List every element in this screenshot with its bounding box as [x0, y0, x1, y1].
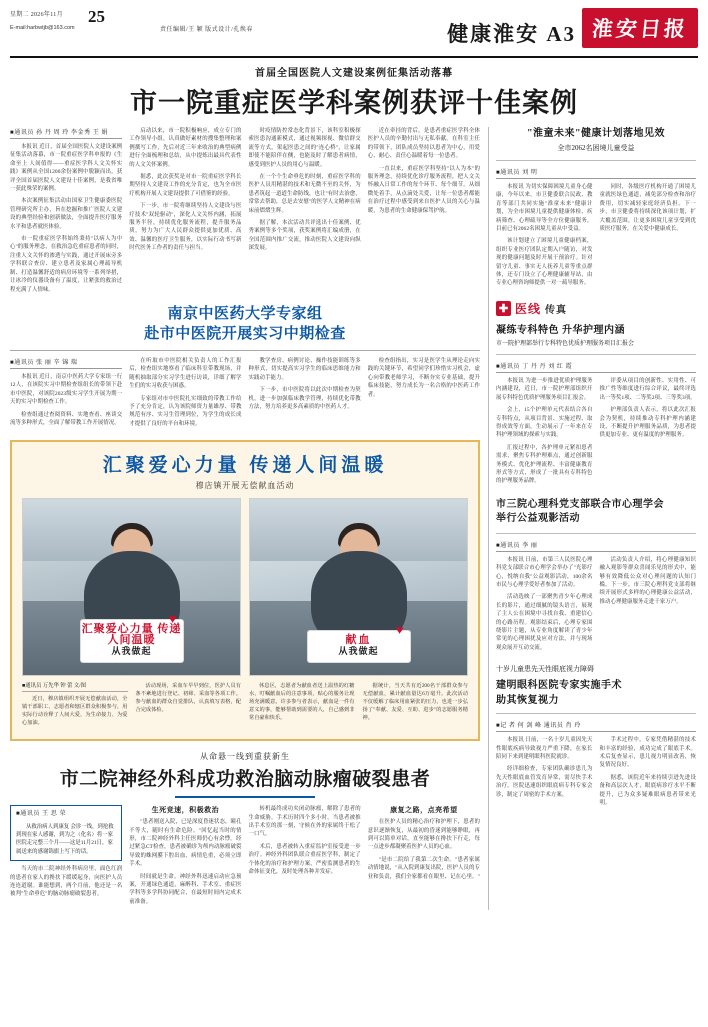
logo-text: 淮安日报: [590, 17, 690, 41]
paragraph: 休息区，志愿者为献血者送上温热的红糖水，叮嘱献血后的注意事项，贴心的服务让现场充满暖意。许多参与者表示，献血是一件有意义的事，能够帮助到需要的人，自己感到非常自豪和快乐。: [249, 683, 355, 722]
sign-line1: 献血: [345, 634, 372, 647]
feature-photos: [22, 498, 468, 676]
tcm-body-4: [368, 357, 480, 399]
feature-title: 汇聚爱心力量 传递人间温暖: [102, 455, 388, 477]
paragraph: 在医护人员的精心治疗和护理下，患者的意识逐渐恢复，从最初的昏迷到能够睁眼，再到可以简单对话，直至能够在搀扶下行走，每一点进步都凝聚着医护人员的心血。: [367, 819, 480, 851]
huai-col-2: [600, 183, 697, 292]
paragraph: 会上，15个护理单元代表结合各自专科特点，从项目背景、实施过程、取得成效等方面，生动展示了一年来在专科护理领域的探索与实践。: [496, 407, 593, 439]
paragraph: "是市二院给了我第二次生命。"患者家属动情地说，"从入院到康复出院，医护人员的专业和负责，我们全家都看在眼里、记在心里。": [367, 856, 480, 880]
eye-shoulder: 十岁儿童患先天性眼底视力障碍: [496, 665, 594, 674]
eye-col-2: [600, 736, 697, 811]
brain-body-2: [129, 818, 241, 906]
paragraph: 启动以来，市一院积极响应，成立专门的工作领导小组，认真做好素材的搜集整理和案例撰写工作，先后对近三年来收治的典型病例进行全面梳理和总结，从中提炼出最具代表性的人文关怀案例。: [129, 128, 242, 168]
paragraph: 检查组指出，实习是医学生从理论走向实践的关键环节，希望同学们珍惜实习机会，虚心向带教老师学习，不断夯实专业基础，提升临床技能，努力成长为一名合格的中医药工作者。: [367, 357, 480, 398]
heart-icon: ♥: [168, 611, 177, 627]
masthead: [10, 6, 698, 58]
brain-lead-box: [10, 805, 122, 861]
paragraph: 近在牵挂的背后，是患者重症医学科全体医护人员的辛勤付出与无私奉献。在科室主任的带领下，团队成员坚持以患者为中心，用爱心、耐心、责任心温暖着每一位患者。: [367, 128, 480, 160]
caption-col-1: [22, 682, 128, 730]
paragraph: 教学查房、病例讨论、操作技能训练等多种形式，切实提高实习学生的临床思维能力和实践动手能力。: [248, 357, 361, 381]
donation-sign: [80, 611, 184, 663]
paragraph: 活动负责人介绍，将心理健康知识融入观影等群众喜闻乐见的形式中，能够有效降低公众对心理问题的认知门槛。下一步，市三院心理科党支部将继续开展形式多样的心理健康公益活动，推动心理健康服务走进千家万户。: [599, 556, 696, 605]
paragraph: 活动现场，采血车早早到位，医护人员有条不紊地进行登记、初筛、采血等各项工作。参与献血的群众自觉排队，认真填写表格，配合完成体检。: [135, 683, 241, 714]
paragraph: 下一步，市一院将继续坚持人文建设与医疗技术"双轮驱动"，深化人文关怀内涵，拓展服务半径，持续优化服务流程，提升服务品质，努力为广大人民群众提供更加优质、高效、温馨的医疗卫生服务，以实际行动书写新时代医务工作者的责任与担当。: [129, 203, 242, 252]
tcm-body-1: [10, 373, 122, 427]
lead-body-4: [368, 127, 480, 215]
paragraph: 据悉，该院近年来持续引进先进设备和高层次人才，眼底病诊疗水平不断提升，已为众多疑难眼病患者带来光明。: [599, 774, 696, 807]
paragraph: 同时，各级医疗机构开通了困境儿童就医绿色通道，减免部分检查和治疗费用，切实减轻家庭经济负担。下一步，市卫健委将持续深化该项计划，扩大覆盖范围，让更多困境儿童享受到优质医疗服务，在关爱中健康成长。: [599, 184, 696, 233]
paragraph: 专家组对市中医院扎实细致的带教工作给予了充分肯定，认为该院师资力量雄厚、带教规范有序、实习生管理到位，为学生的成长成才提供了良好的平台和环境。: [129, 395, 242, 427]
nursing-columns: [496, 377, 696, 490]
psych-byline: ■通讯员 李 丽: [496, 540, 696, 552]
lead-byline: ■通讯员 孙 丹 周 玲 李金秀 王 娟: [10, 127, 122, 139]
right-zone: [488, 127, 696, 910]
brain-subhead-1: 生死竞速，积极救治: [151, 806, 220, 815]
feature-subtitle: 穆店镇开展无偿献血活动: [195, 481, 295, 491]
lead-body-3: [249, 127, 361, 253]
big-date: 25: [88, 7, 105, 26]
lead-columns: [10, 127, 480, 298]
paragraph: 本报讯 日前，一名十岁儿童因先天性眼底疾病导致视力严重下降，在家长陪同下来到建明眼科医院就诊。: [496, 737, 593, 761]
brain-shoulder: 从命悬一线到重获新生: [200, 752, 290, 762]
feature-byline: ■通讯员 万先华 钟 蕾 文/图: [22, 682, 128, 692]
psych-title-line2: 举行公益观影活动: [496, 512, 580, 524]
brain-col-1: [10, 805, 122, 910]
medline-left: 医线: [515, 301, 542, 316]
lead-body-2: [129, 127, 241, 253]
feature-captions: [22, 682, 468, 730]
paragraph: 据悉，此次获奖是对市一院重症医学科长期坚持人文建设工作的充分肯定，也为全市医疗机构开展人文建设提供了可借鉴的经验。: [129, 174, 242, 197]
brain-subhead-2: 康复之路，点亮希望: [390, 806, 458, 815]
paragraph: 据了解，本次活动共评选出十佳案例、优秀案例等多个奖项，获奖案例将汇编成册，在全国范围内推广交流，推动医院人文建设向纵深发展。: [248, 220, 361, 252]
donation-sign: [307, 622, 411, 663]
huai-col-1: [496, 183, 593, 292]
huai-byline: ■通讯员 刘 明: [496, 167, 696, 179]
masthead-left: [10, 10, 75, 34]
tcm-headline-block: [10, 304, 480, 344]
date-line: 星期二 2026年11月: [10, 12, 63, 18]
newspaper-logo: [582, 8, 698, 48]
caption-col-3: [249, 682, 355, 730]
nursing-story: [496, 321, 696, 490]
paragraph: 经详细检查，专家团队确诊患儿为先天性眼底血管发育异常，需尽快手术治疗。医院迅速组织眼底病专科专家会诊，制定了周密的手术方案。: [496, 766, 593, 798]
eye-title: 建明眼科医院专家实施手术: [496, 680, 622, 692]
section-title: 健康淮安 A3: [447, 22, 576, 46]
paragraph: 下一步，市中医院将以此次中期检查为契机，进一步加强临床教学管理，持续优化带教方法，努力培养更多高素质的中医药人才。: [248, 387, 361, 410]
paragraph: 在听取市中医院相关负责人的工作汇报后，检查组实地察看了临床科室带教现场，并随机抽取部分实习学生进行访谈，详细了解学生们的实习收获与困惑。: [129, 357, 242, 390]
paragraph: 本报讯 日前，市第三人民医院心理科党支部联合市心理学会举办了"光影疗心，悦纳自我"公益观影活动，100余名市民与心理学爱好者参加了活动。: [496, 556, 593, 588]
brain-body-4: [368, 818, 480, 881]
brain-byline: ■通讯员 王 思 荣: [16, 811, 67, 818]
paragraph: 本报讯 近日，首届全国医院人文建设案例征集活动落幕，市一院重症医学科申报的《生命至上 人间值得——重症医学科人文关怀实践》案例从全国1200余份案例中脱颖而出，获评全国首届医院人文建设十佳案例，是我省唯一获此殊荣的案例。: [10, 144, 123, 193]
brain-story-block: [10, 751, 480, 798]
psych-col-1: [496, 556, 593, 656]
paragraph: 市一院重症医学科始终秉持"以病人为中心"的服务理念，在救治急危重症患者的同时，注重人文关怀的渗透与实践，通过开展床旁多学科联合查房、建立患者及家属心理疏导机制、打造温馨舒适的病房环境等一系列举措，让冰冷的仪器设备有了温度，让紧张的救治过程充满了人情味。: [10, 236, 123, 293]
credits-line: 责任编辑/王 颖 版式设计/孔焕春: [160, 27, 253, 33]
sign-line2: 从我做起: [338, 646, 379, 657]
nursing-byline: ■通讯员 丁 丹 丹 刘 红 霞: [496, 361, 696, 373]
huai-subtitle: 全市2062名困境儿童受益: [557, 144, 635, 152]
psych-columns: [496, 556, 696, 656]
tcm-byline: ■通讯员 张 丽 辛 锦 瑞: [10, 357, 122, 369]
paragraph: "患者刚送入院，已是深度昏迷状态，瞳孔不等大，随时有生命危险。"回忆起当时的情形，市二院神经外科主任医师仍心有余悸。经过紧急CT检查，患者被确诊为颅内动脉瘤破裂导致的蛛网膜下腔出血，病情危重，必须立即手术。: [129, 819, 242, 868]
main-band: [10, 127, 698, 910]
lead-title: 市一院重症医学科案例获评十佳案例: [130, 88, 578, 118]
huai-columns: [496, 183, 696, 292]
email-line: E-mail:harbwtjb@163.com: [10, 25, 75, 31]
nursing-title: 凝练专科特色 升华护理内涵: [496, 324, 625, 336]
tcm-col-2: [129, 357, 241, 432]
brain-title: 市二院神经外科成功救治脑动脉瘤破裂患者: [59, 769, 431, 791]
caption-col-2: [136, 682, 242, 730]
eye-subtitle: 助其恢复视力: [496, 695, 559, 707]
paragraph: 手术过程中，专家凭借精湛的技术和丰富的经验，成功完成了眼底手术。术后复查显示，患儿视力明显改善，恢复情况良好。: [599, 737, 696, 769]
paragraph: 时间就是生命。神经外科迅速启动应急预案，开通绿色通道，麻醉科、手术室、重症医学科等多学科协同配合，在最短时间内完成术前准备。: [129, 873, 242, 905]
psych-title-line1: 市三院心理科党支部联合市心理学会: [496, 498, 664, 510]
heart-icon: ♥: [395, 622, 404, 638]
paragraph: 该计划建立了困境儿童健康档案，组织专业医疗团队定期入户随访，对发现的健康问题及时开展干预治疗。针对留守儿童、事实无人抚养儿童等重点群体，还专门设立了心理健康辅导站，由专业心理咨询师提供一对一疏导服务。: [496, 238, 593, 287]
paragraph: 活动选映了一部聚焦青少年心理成长的影片，通过细腻的镜头语言，展现了主人公在困境中寻找自我、重建信心的心路历程。观影结束后，心理专家围绕影片主题，从专业角度解读了青少年常见的心理困扰及应对方法，并与现场观众展开互动交流。: [496, 594, 593, 651]
tcm-col-1: [10, 357, 122, 432]
lead-body-1: [10, 143, 122, 294]
brain-col-2: [129, 805, 241, 910]
eye-columns: [496, 736, 696, 811]
lead-col-2: [129, 127, 241, 298]
medical-cross-icon: ✚: [496, 301, 511, 316]
paragraph: 一直以来，重症医学科坚持"以人为本"的服务理念，持续优化诊疗服务流程，把人文关怀融入日常工作的每个环节、每个细节。从细微处着手，从点滴处关爱，让每一位患者都能在治疗过程中感受到来自医护人员的关心与温暖，为患者的生命健康保驾护航。: [367, 165, 480, 214]
lead-shoulder: 首届全国医院人文建设案例征集活动落幕: [255, 68, 453, 79]
brain-body-1: [10, 865, 122, 899]
tcm-body-3: [249, 357, 361, 411]
nursing-subtitle: 市一院护理部举行专科特色优质护理服务项目汇报会: [496, 340, 635, 347]
lead-col-4: [368, 127, 480, 298]
divider: [496, 160, 696, 161]
eye-col-1: [496, 736, 593, 811]
title-rule: [175, 796, 315, 798]
paragraph: 据统计，当天共有近200名干部群众参与无偿献血，累计献血量达6万毫升。此次活动不仅缓解了临床用血紧张的压力，也进一步弘扬了"奉献、友爱、互助、进步"的志愿服务精神。: [362, 683, 468, 722]
divider: [496, 533, 696, 534]
huai-story: [496, 127, 696, 292]
paragraph: 评委从项目的创新性、实用性、可推广性等维度进行综合评议，最终评选出一等奖1项、二等奖2项、三等奖3项。: [599, 377, 696, 401]
paragraph: 本报讯 近日，南京中医药大学专家组一行12人，在该院实习中期检查组组长的带领下赴市中医院，对该院2023级实习学生开展为期一天的实习中期检查工作。: [10, 373, 123, 406]
paragraph: 本报讯 为进一步推进优质护理服务内涵建设，近日，市一院护理部组织开展专科特色优质护理服务项目汇报会。: [496, 377, 593, 401]
brain-columns: [10, 805, 480, 910]
tcm-body-2: [129, 357, 241, 428]
paragraph: 转机最终成功夹闭动脉瘤，解除了患者的生命威胁。手术历时四个多小时，当患者被推出手术室的那一刻，守候在外的家属终于松了一口气。: [248, 806, 361, 838]
tcm-title-line1: 南京中医药大学专家组: [167, 305, 323, 322]
lead-col-1: [10, 127, 122, 298]
caption-col-4: [363, 682, 469, 730]
huai-title: "淮童未来"健康计划落地见效: [526, 128, 666, 139]
paragraph: 本报讯 为切实保障困境儿童身心健康，今年以来，市卫健委联合民政、教育等部门共同实施"淮童未来"健康计划，为全市困境儿童提供健康体检、疾病筛查、心理疏导等全方位健康服务，目前已有2062名困境儿童从中受益。: [496, 184, 593, 233]
divider: [496, 713, 696, 714]
paragraph: 时疫情防控常态化背景下，该科室积极探索医患沟通新模式，通过视频探视、微信群交流等方式，架起医患之间的"连心桥"，让家属即使不能陪伴在侧，也能及时了解患者病情，感受到医护人员的用心与温暖。: [248, 128, 361, 168]
brain-col-4: [368, 805, 480, 910]
paragraph: 在一个个生命垂危的时刻，重症医学科的医护人员用精湛的技术和无微不至的关怀，为患者筑起一道道生命防线，也让"有时去治愈，常常去帮助，总是去安慰"的医学人文精神在病床前熠熠生辉。: [248, 174, 361, 214]
medline-right: 传真: [545, 304, 568, 316]
paragraph: 术后，患者被转入重症监护室接受进一步治疗。神经外科团队联合重症医学科，制定了个体化的治疗和护理方案，严密监测患者的生命体征变化，及时处理各种并发症。: [248, 843, 361, 875]
eye-story: [496, 664, 696, 811]
tcm-title-line2: 赴市中医院开展实习中期检查: [144, 325, 346, 342]
psych-story: [496, 498, 696, 656]
divider: [496, 354, 696, 355]
blood-drive-feature: [10, 440, 480, 741]
sign-line1: 汇聚爱心力量 传递人间温暖: [81, 623, 182, 647]
nursing-col-1: [496, 377, 593, 490]
divider: [10, 350, 480, 351]
left-zone: [10, 127, 480, 910]
photo-donor-male: [22, 498, 241, 676]
eye-byline: ■记 者 何 剑 峰 通讯员 肖 玲: [496, 720, 696, 732]
paragraph: 检查组通过查阅资料、实地查看、座谈交流等多种形式，全面了解带教工作开展情况。: [10, 411, 123, 426]
tcm-columns: [10, 357, 480, 432]
paragraph: 当天的市二院神经外科病房里，面色红润的患者在家人的搀扶下缓缓起身，向医护人员连连道谢。谁能想到，两个月前，他还是一名被判"生命垂危"的脑动脉瘤破裂患者。: [10, 866, 123, 898]
sign-line2: 从我做起: [111, 646, 152, 657]
paragraph: 本次案例征集活动由国家卫生健康委医院管理研究所主办，旨在挖掘和推广医院人文建设的典型经验和创新做法，全面提升医疗服务水平和患者就医体验。: [10, 198, 123, 230]
nursing-col-2: [600, 377, 697, 490]
paragraph: 从救治病人到康复 会诊一线，到抢救到现在家人感谢，到为之（化名）将一家医院走完整三个月——这是11月21日，家属送来的感谢锦旗上写下的话。: [16, 823, 114, 855]
medline-banner: [496, 300, 696, 317]
brain-col-3: [249, 805, 361, 910]
photo-donor-female: [249, 498, 468, 676]
brain-body-3: [249, 805, 361, 876]
tcm-col-3: [249, 357, 361, 432]
paragraph: 近日，穆店镇组织开展无偿献血活动，全镇干部职工、志愿者和辖区群众积极参与，用实际行动诠释了人间大爱，为生命接力、为爱心加油。: [22, 696, 128, 727]
lead-col-3: [249, 127, 361, 298]
tcm-col-4: [368, 357, 480, 432]
psych-col-2: [600, 556, 697, 656]
paragraph: 护理部负责人表示，将以此次汇报会为契机，持续推动专科护理内涵建设，不断提升护理服务品质，为患者提供更加专业、更有温度的护理服务。: [599, 407, 696, 439]
lead-headline-block: [10, 64, 698, 120]
paragraph: 汇报过程中，各护理单元紧扣患者需求，聚焦专科护理难点，通过创新服务模式、优化护理流程、丰富健康教育形式等方式，形成了一批具有专科特色的护理服务品牌。: [496, 444, 593, 485]
